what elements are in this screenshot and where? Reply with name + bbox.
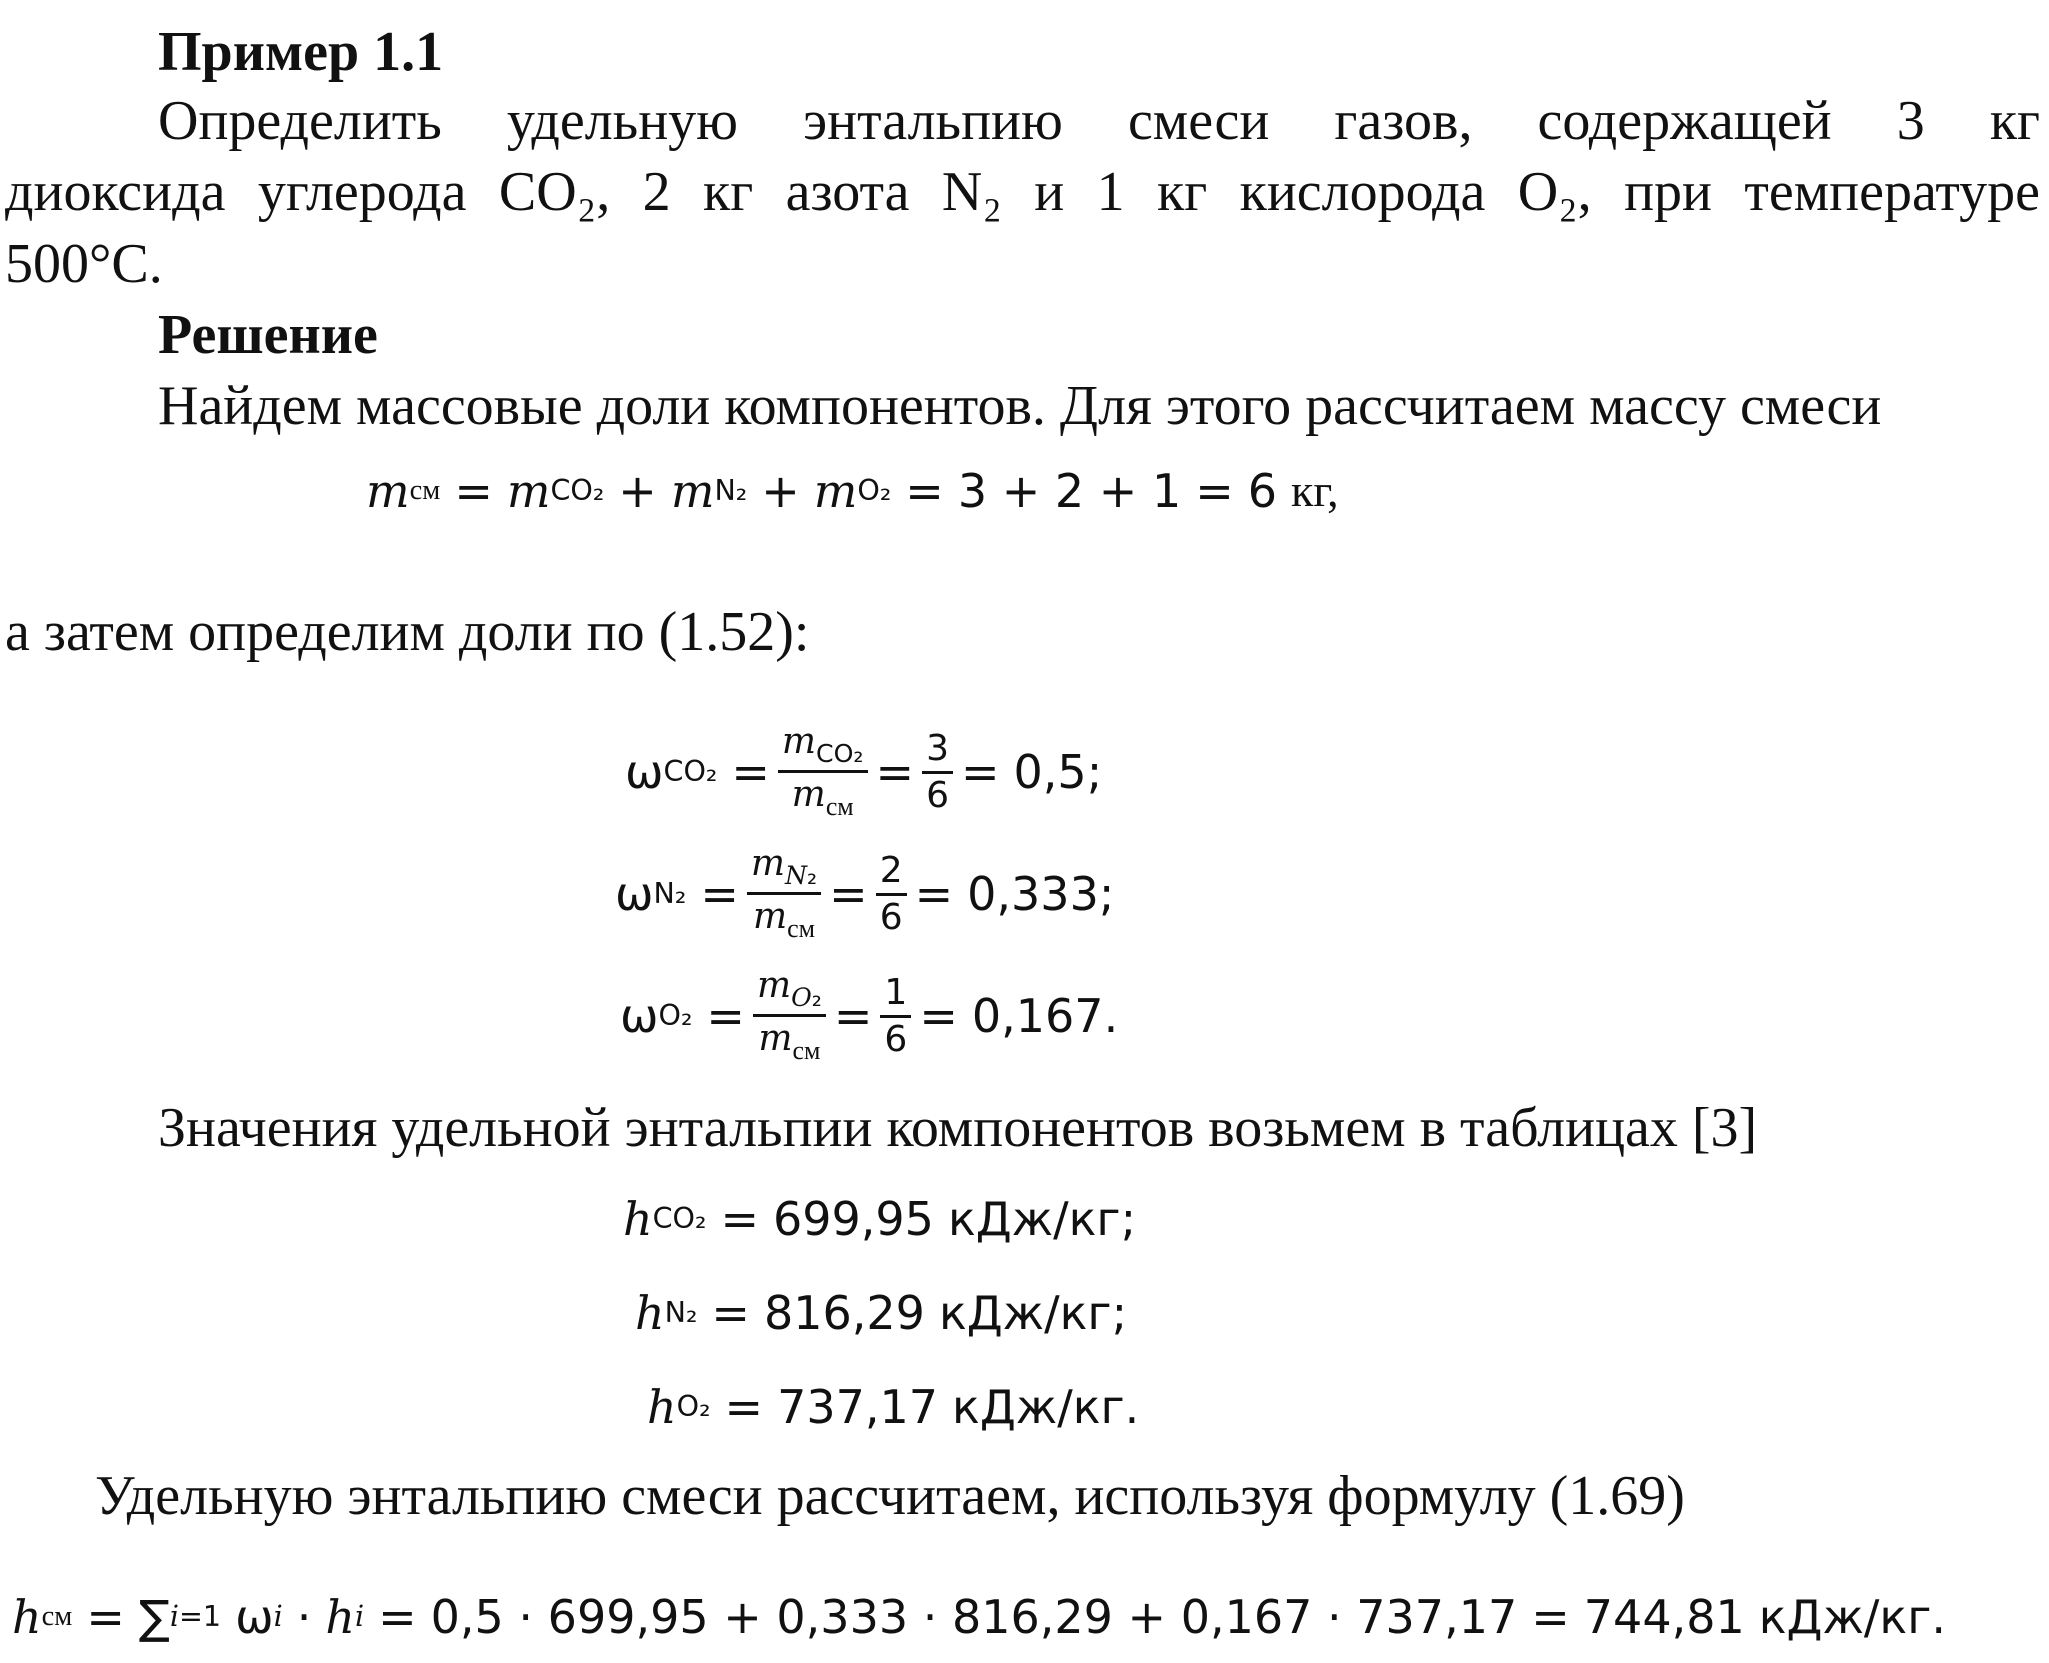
solution-paragraph-2: а затем определим доли по (1.52): bbox=[5, 601, 810, 663]
enthalpy-co2: h CO₂ = 699,95 кДж/кг ; bbox=[623, 1192, 1137, 1246]
mass-result: 6 bbox=[1247, 464, 1278, 518]
fraction-equation-n2: ω N₂ = $\frac{m_{N_2}}{m_{см}}$ = $\frac{2}{6}$ = 0,333 ; bbox=[615, 843, 1115, 944]
final-equation: h см = ∑ i=1 ω i · h i = 0,5 · 699,95 + 0,333 · 816,29 + 0,167 · 737,17 = 744,81 кДж/кг. bbox=[12, 1590, 1946, 1644]
solution-paragraph-4: Удельную энтальпию смеси рассчитаем, используя формулу (1.69) bbox=[95, 1465, 1685, 1527]
mass-unit: кг, bbox=[1291, 465, 1339, 516]
fraction-equation-co2: ω CO₂ = $\frac{m_{CO_2}}{m_{см}}$ = $\frac{3}{6}$ = 0,5 ; bbox=[625, 721, 1103, 822]
problem-line-2: диоксида углерода CO₂, 2 кг азота N₂ и 1 кг кислорода O₂, при температуре bbox=[5, 161, 2040, 223]
enthalpy-o2: h O₂ = 737,17 кДж/кг . bbox=[647, 1380, 1140, 1434]
mass-values: 3 + 2 + 1 bbox=[957, 464, 1182, 518]
enthalpy-n2: h N₂ = 816,29 кДж/кг ; bbox=[635, 1286, 1128, 1340]
fraction-value-n2: 0,333 bbox=[967, 867, 1099, 921]
solution-paragraph-1: Найдем массовые доли компонентов. Для этого рассчитаем массу смеси bbox=[158, 375, 1882, 437]
fraction-value-co2: 0,5 bbox=[1013, 745, 1087, 799]
final-expression: 0,5 · 699,95 + 0,333 · 816,29 + 0,167 · 737,17 bbox=[430, 1590, 1518, 1644]
mass-equation: m см = m CO₂ + m N₂ + m O₂ = 3 + 2 + 1 = 6 кг, bbox=[366, 464, 1339, 518]
solution-heading: Решение bbox=[158, 304, 378, 366]
solution-paragraph-3: Значения удельной энтальпии компонентов возьмем в таблицах [3] bbox=[158, 1097, 1758, 1159]
final-result: 744,81 bbox=[1583, 1590, 1745, 1644]
fraction-value-o2: 0,167 bbox=[971, 989, 1104, 1043]
problem-line-1: Определить удельную энтальпию смеси газов, содержащей 3 кг bbox=[158, 90, 2040, 152]
example-title: Пример 1.1 bbox=[158, 21, 444, 83]
problem-line-3: 500°C. bbox=[5, 233, 163, 295]
fraction-equation-o2: ω O₂ = $\frac{m_{O_2}}{m_{см}}$ = $\frac{1}{6}$ = 0,167 . bbox=[620, 965, 1119, 1066]
final-unit: кДж/кг. bbox=[1758, 1590, 1946, 1644]
